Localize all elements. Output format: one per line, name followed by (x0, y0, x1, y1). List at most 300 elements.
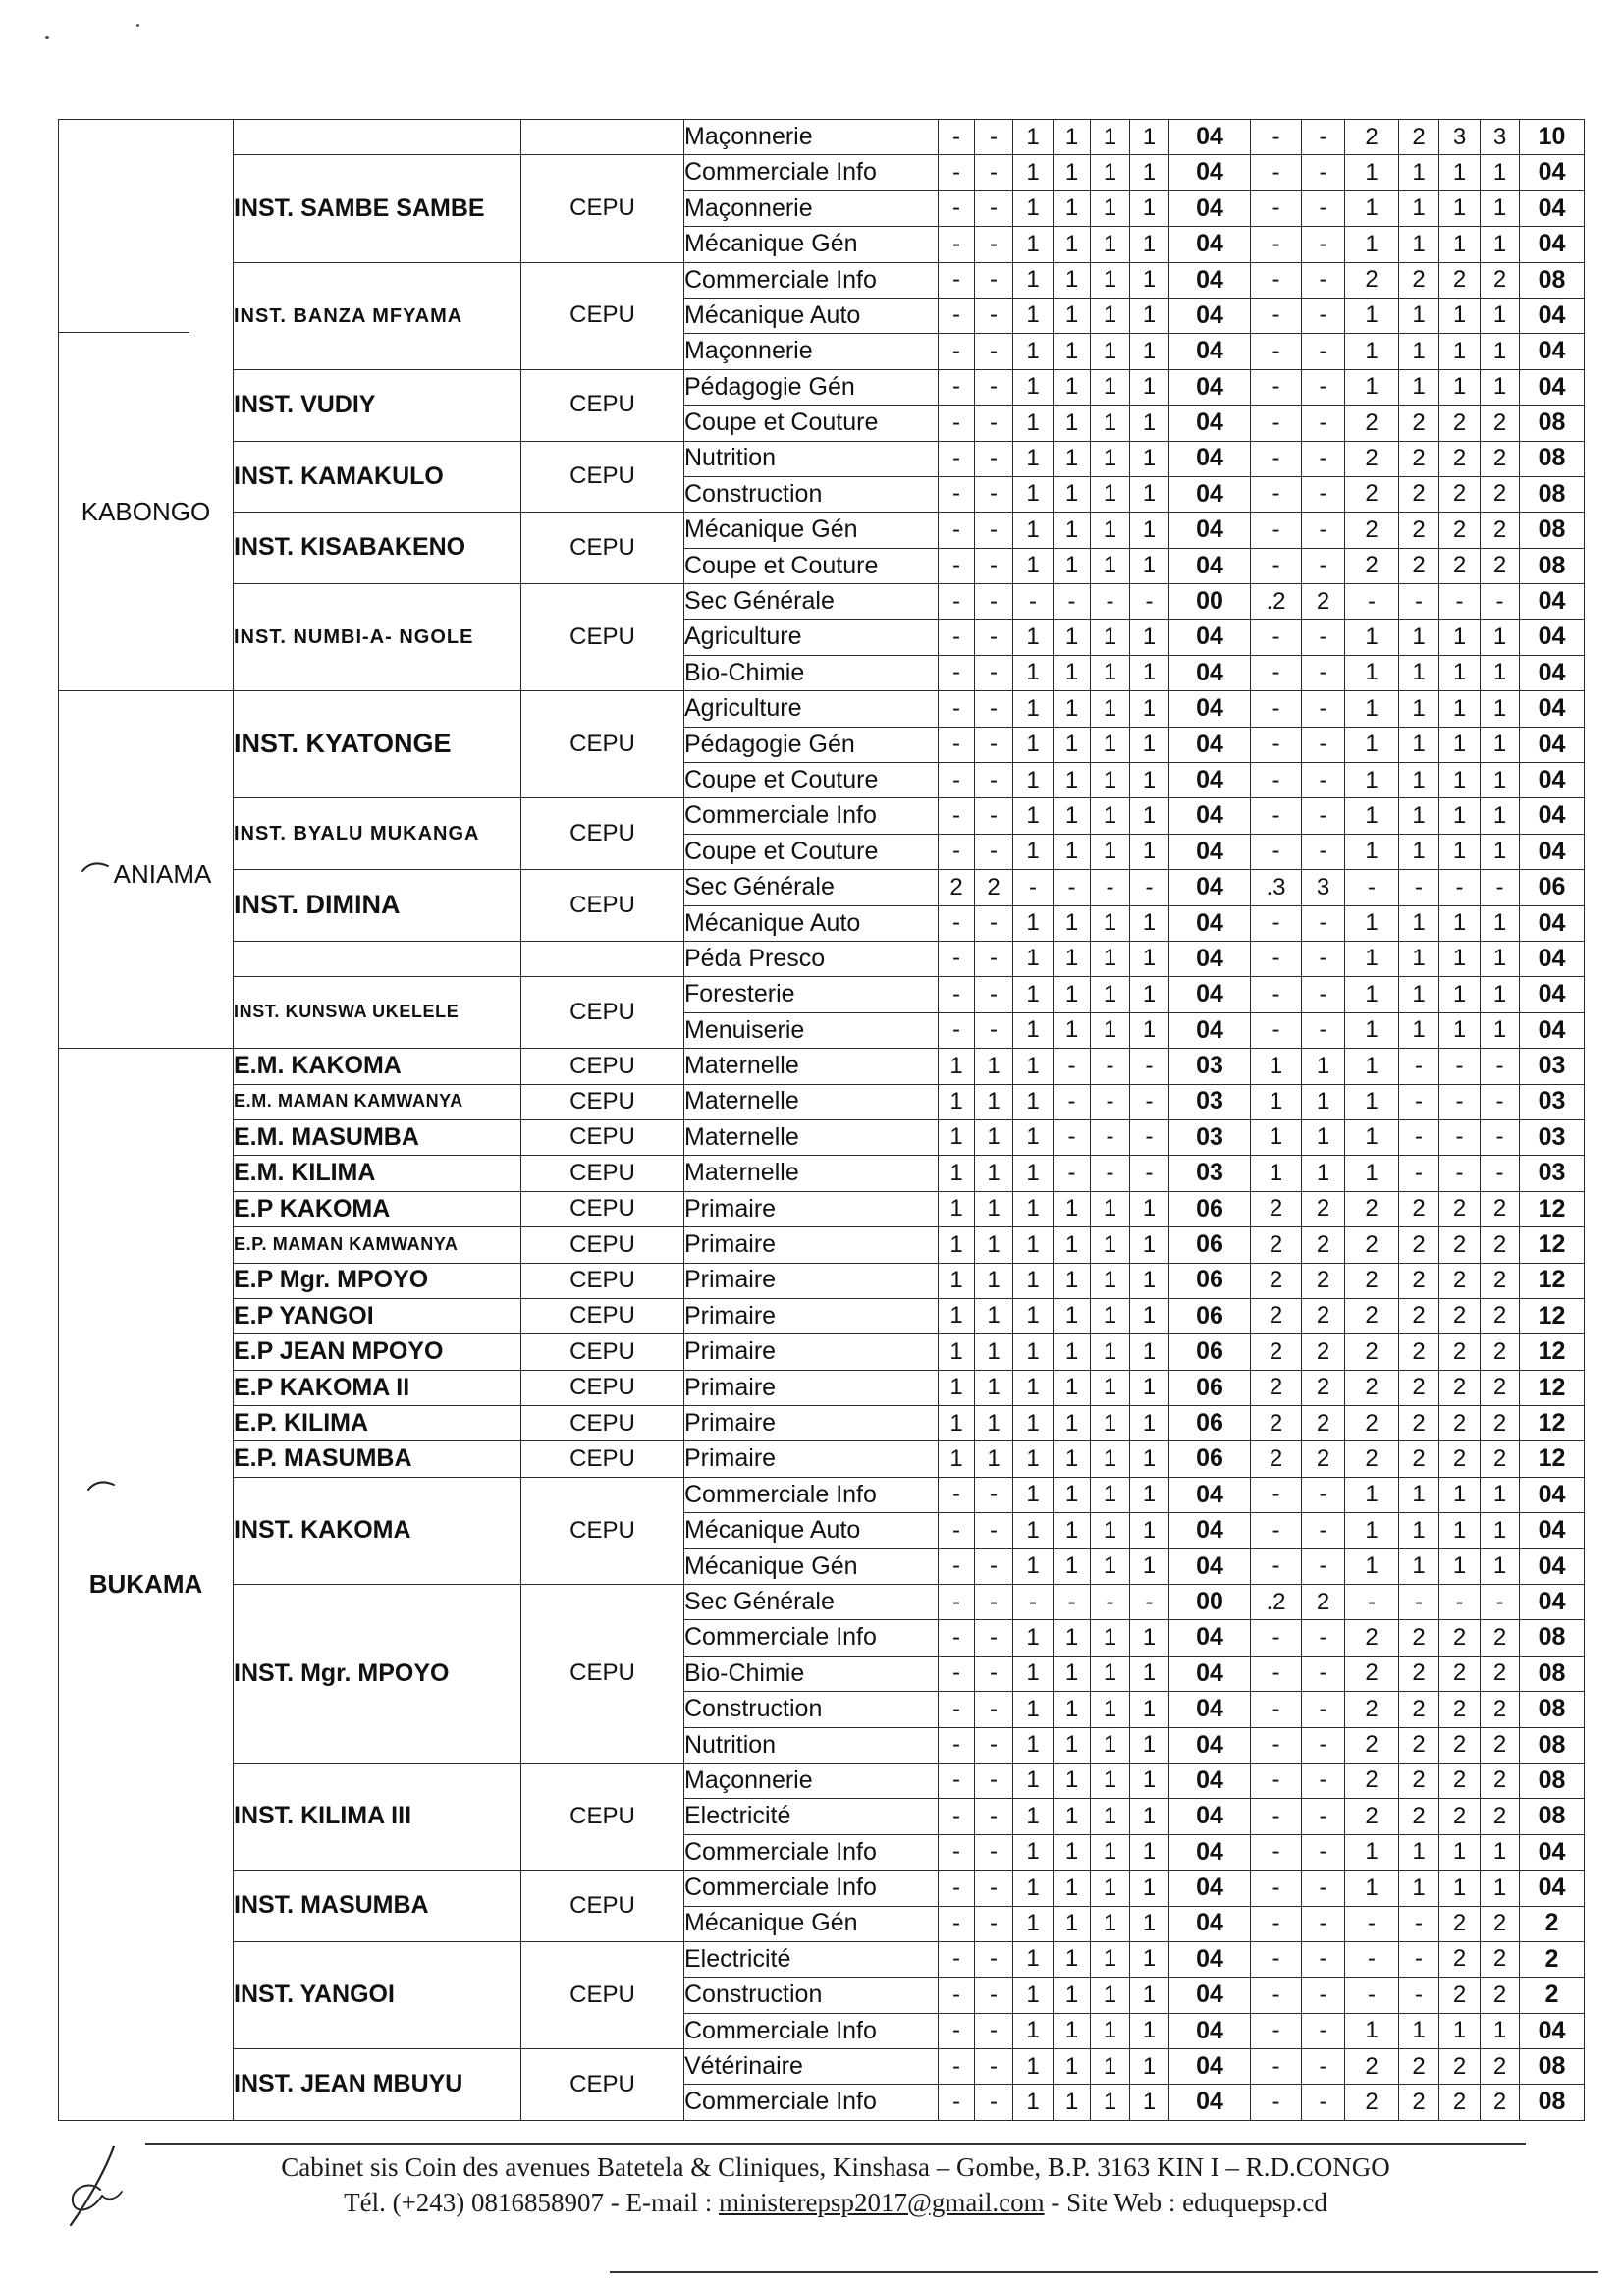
count-cell: 2 (1399, 1620, 1439, 1656)
count-cell: - (1302, 155, 1345, 190)
total-cell: 03 (1169, 1084, 1251, 1119)
count-cell: 1 (1130, 1263, 1169, 1298)
count-cell: 2 (1439, 1298, 1481, 1333)
count-cell: - (1302, 727, 1345, 762)
count-cell: 1 (1481, 1548, 1520, 1584)
count-cell: 1 (1130, 190, 1169, 226)
count-cell: 1 (1013, 2085, 1054, 2120)
count-cell: 2 (1302, 1441, 1345, 1477)
count-cell: - (1345, 584, 1399, 620)
total-cell: 06 (1169, 1263, 1251, 1298)
count-cell: 2 (1481, 1692, 1520, 1727)
count-cell: - (1345, 1906, 1399, 1941)
count-cell: 1 (1013, 1370, 1054, 1405)
count-cell: - (939, 1763, 975, 1798)
count-cell: 1 (1091, 763, 1130, 798)
total-cell: 12 (1520, 1227, 1585, 1263)
count-cell: 1 (1399, 620, 1439, 655)
count-cell: - (1251, 941, 1302, 976)
count-cell: 2 (1399, 1656, 1439, 1691)
total-cell: 06 (1520, 870, 1585, 905)
total-cell: 12 (1520, 1191, 1585, 1226)
count-cell: - (1302, 2013, 1345, 2048)
count-cell: - (1130, 1049, 1169, 1084)
count-cell: 1 (975, 1119, 1013, 1155)
section-name: Commerciale Info (684, 2085, 939, 2120)
count-cell: 1 (1054, 298, 1091, 333)
count-cell: 1 (939, 1334, 975, 1370)
total-cell: 04 (1169, 1620, 1251, 1656)
total-cell: 08 (1520, 1799, 1585, 1834)
count-cell: 2 (1481, 2085, 1520, 2120)
count-cell: 1 (1130, 1620, 1169, 1656)
count-cell: 1 (1013, 1548, 1054, 1584)
section-name: Nutrition (684, 1727, 939, 1763)
section-name: Primaire (684, 1191, 939, 1226)
table-row (59, 584, 1585, 620)
count-cell: 1 (1013, 691, 1054, 727)
count-cell: - (1302, 834, 1345, 869)
total-cell: 00 (1169, 584, 1251, 620)
total-cell: 08 (1520, 2049, 1585, 2085)
count-cell: 1 (1013, 155, 1054, 190)
count-cell: - (939, 120, 975, 155)
school-name: INST. NUMBI-A- NGOLE (234, 584, 521, 691)
section-name: Maternelle (684, 1119, 939, 1155)
total-cell: 04 (1169, 941, 1251, 976)
count-cell: 1 (1481, 941, 1520, 976)
school-type: CEPU (521, 1763, 684, 1870)
count-cell: 1 (1399, 905, 1439, 941)
count-cell: - (1130, 1156, 1169, 1191)
count-cell: 2 (1481, 1799, 1520, 1834)
count-cell: 1 (1439, 2013, 1481, 2048)
count-cell: 2 (1439, 441, 1481, 476)
total-cell: 04 (1520, 727, 1585, 762)
count-cell: 1 (1130, 620, 1169, 655)
count-cell: - (1302, 120, 1345, 155)
section-name: Maçonnerie (684, 1763, 939, 1798)
table-row (59, 691, 1585, 727)
count-cell: - (975, 905, 1013, 941)
count-cell: 2 (1439, 262, 1481, 298)
count-cell: - (939, 584, 975, 620)
count-cell: 1 (1399, 227, 1439, 262)
count-cell: 1 (1013, 1263, 1054, 1298)
school-name: E.P Mgr. MPOYO (234, 1263, 521, 1298)
total-cell: 12 (1520, 1298, 1585, 1333)
total-cell: 04 (1169, 1727, 1251, 1763)
count-cell: 1 (1130, 763, 1169, 798)
total-cell: 04 (1169, 369, 1251, 405)
count-cell: - (975, 1871, 1013, 1906)
count-cell: 1 (1399, 298, 1439, 333)
count-cell: - (939, 2085, 975, 2120)
total-cell: 04 (1520, 763, 1585, 798)
school-type: CEPU (521, 1370, 684, 1405)
count-cell: - (1251, 548, 1302, 583)
count-cell: - (1439, 1084, 1481, 1119)
count-cell: 1 (1399, 977, 1439, 1012)
count-cell: - (939, 190, 975, 226)
count-cell: 1 (1091, 441, 1130, 476)
count-cell: - (939, 1906, 975, 1941)
count-cell: 2 (1481, 1191, 1520, 1226)
count-cell: 1 (1345, 298, 1399, 333)
count-cell: 1 (939, 1049, 975, 1084)
total-cell: 03 (1169, 1119, 1251, 1155)
count-cell: 1 (1130, 1763, 1169, 1798)
count-cell: 1 (1439, 655, 1481, 690)
count-cell: 2 (1345, 1263, 1399, 1298)
count-cell: - (1251, 441, 1302, 476)
count-cell: 1 (975, 1227, 1013, 1263)
count-cell: 1 (1013, 727, 1054, 762)
count-cell: 1 (1091, 406, 1130, 441)
count-cell: 1 (1130, 1727, 1169, 1763)
count-cell: 1 (1054, 262, 1091, 298)
count-cell: 1 (1054, 1298, 1091, 1333)
count-cell: - (975, 1834, 1013, 1870)
count-cell: 1 (1091, 155, 1130, 190)
count-cell: - (1251, 1727, 1302, 1763)
count-cell: 2 (1439, 1978, 1481, 2013)
count-cell: 1 (1481, 298, 1520, 333)
count-cell: .2 (1251, 584, 1302, 620)
section-name: Commerciale Info (684, 155, 939, 190)
table-row (59, 1334, 1585, 1370)
count-cell: 1 (1054, 1656, 1091, 1691)
total-cell: 04 (1169, 870, 1251, 905)
count-cell: 1 (1251, 1049, 1302, 1084)
section-name: Menuiserie (684, 1012, 939, 1048)
count-cell: - (1013, 584, 1054, 620)
count-cell: 1 (1054, 1727, 1091, 1763)
count-cell: - (1302, 1941, 1345, 1977)
total-cell: 06 (1169, 1334, 1251, 1370)
count-cell: 2 (1345, 1727, 1399, 1763)
count-cell: 1 (1091, 1871, 1130, 1906)
count-cell: 2 (1481, 1334, 1520, 1370)
count-cell: 1 (1091, 1656, 1130, 1691)
count-cell: 1 (1054, 2013, 1091, 2048)
count-cell: 1 (1130, 1370, 1169, 1405)
count-cell: - (1302, 1871, 1345, 1906)
count-cell: 2 (1481, 476, 1520, 512)
table-row (59, 1191, 1585, 1226)
count-cell: - (1251, 1656, 1302, 1691)
table-body (59, 120, 1585, 2121)
count-cell: 2 (1439, 1370, 1481, 1405)
count-cell: - (975, 548, 1013, 583)
count-cell: - (939, 1548, 975, 1584)
count-cell: 2 (1439, 1441, 1481, 1477)
count-cell: - (1399, 1978, 1439, 2013)
count-cell: - (939, 1012, 975, 1048)
count-cell: 1 (1054, 548, 1091, 583)
count-cell: 2 (1439, 406, 1481, 441)
count-cell: - (1251, 155, 1302, 190)
total-cell: 04 (1169, 834, 1251, 869)
section-name: Commerciale Info (684, 1477, 939, 1512)
count-cell: 1 (1481, 1834, 1520, 1870)
count-cell: 1 (1054, 655, 1091, 690)
count-cell: - (939, 1692, 975, 1727)
count-cell: 2 (1439, 1191, 1481, 1226)
table-row (59, 870, 1585, 905)
count-cell: 1 (1130, 1941, 1169, 1977)
count-cell: 2 (1302, 1298, 1345, 1333)
count-cell: 1 (1054, 227, 1091, 262)
section-name: Maçonnerie (684, 334, 939, 369)
table-row (59, 1119, 1585, 1155)
count-cell: 1 (1439, 155, 1481, 190)
section-name: Construction (684, 476, 939, 512)
count-cell: 2 (1481, 441, 1520, 476)
count-cell: 1 (1399, 763, 1439, 798)
count-cell: - (939, 834, 975, 869)
count-cell: 1 (1399, 1834, 1439, 1870)
section-name: Primaire (684, 1298, 939, 1333)
count-cell: 1 (1013, 369, 1054, 405)
count-cell: 1 (1054, 120, 1091, 155)
count-cell: - (975, 227, 1013, 262)
section-name: Commerciale Info (684, 1871, 939, 1906)
count-cell: 1 (1481, 227, 1520, 262)
count-cell: - (939, 334, 975, 369)
count-cell: - (1251, 406, 1302, 441)
section-name: Foresterie (684, 977, 939, 1012)
count-cell: - (939, 441, 975, 476)
count-cell: - (975, 190, 1013, 226)
count-cell: 2 (1345, 1763, 1399, 1798)
count-cell: - (1251, 2085, 1302, 2120)
count-cell: 1 (1439, 298, 1481, 333)
count-cell: 1 (1399, 190, 1439, 226)
count-cell: 1 (1439, 727, 1481, 762)
table-row (59, 977, 1585, 1012)
count-cell: - (975, 1620, 1013, 1656)
count-cell: 1 (1130, 1334, 1169, 1370)
count-cell: 1 (1345, 1156, 1399, 1191)
count-cell: 2 (1251, 1263, 1302, 1298)
count-cell: 2 (1345, 120, 1399, 155)
count-cell: 2 (1345, 1799, 1399, 1834)
count-cell: 1 (1130, 834, 1169, 869)
count-cell: - (1302, 1799, 1345, 1834)
count-cell: .2 (1251, 1585, 1302, 1620)
count-cell: 1 (1130, 369, 1169, 405)
count-cell: 1 (975, 1406, 1013, 1441)
count-cell: - (1302, 1620, 1345, 1656)
count-cell: 2 (1399, 1406, 1439, 1441)
count-cell: - (1302, 1012, 1345, 1048)
staffing-table (58, 119, 1585, 2121)
count-cell: - (939, 1477, 975, 1512)
count-cell: - (1251, 1871, 1302, 1906)
count-cell: 1 (1013, 1763, 1054, 1798)
count-cell: - (1345, 870, 1399, 905)
count-cell: 3 (1302, 870, 1345, 905)
count-cell: 1 (1345, 834, 1399, 869)
count-cell: 1 (1399, 369, 1439, 405)
count-cell: - (1054, 1585, 1091, 1620)
total-cell: 08 (1520, 476, 1585, 512)
count-cell: 1 (1439, 1012, 1481, 1048)
count-cell: - (1251, 1763, 1302, 1798)
count-cell: - (939, 727, 975, 762)
count-cell: - (939, 1834, 975, 1870)
count-cell: 2 (1399, 1370, 1439, 1405)
count-cell: 1 (1439, 1834, 1481, 1870)
school-type: CEPU (521, 2049, 684, 2121)
count-cell: 1 (1130, 905, 1169, 941)
count-cell: 1 (1091, 2085, 1130, 2120)
total-cell: 04 (1520, 334, 1585, 369)
section-name: Sec Générale (684, 870, 939, 905)
count-cell: 1 (1345, 941, 1399, 976)
count-cell: 1 (1345, 620, 1399, 655)
count-cell: 1 (1091, 262, 1130, 298)
count-cell: 1 (1091, 190, 1130, 226)
count-cell: - (1399, 584, 1439, 620)
count-cell: 1 (1091, 1978, 1130, 2013)
count-cell: - (1251, 905, 1302, 941)
count-cell: 2 (1399, 1191, 1439, 1226)
count-cell: 1 (1054, 1441, 1091, 1477)
count-cell: 1 (1130, 1906, 1169, 1941)
count-cell: 2 (1481, 1941, 1520, 1977)
scan-speck (45, 36, 49, 39)
count-cell: - (1439, 1119, 1481, 1155)
total-cell: 04 (1520, 1585, 1585, 1620)
count-cell: 1 (1399, 798, 1439, 834)
count-cell: 1 (1013, 190, 1054, 226)
count-cell: 1 (975, 1084, 1013, 1119)
total-cell: 04 (1520, 1012, 1585, 1048)
total-cell: 03 (1169, 1049, 1251, 1084)
count-cell: 1 (1439, 1548, 1481, 1584)
count-cell: 1 (1013, 441, 1054, 476)
count-cell: 1 (1439, 977, 1481, 1012)
count-cell: - (1054, 1049, 1091, 1084)
count-cell: 1 (1130, 1441, 1169, 1477)
count-cell: - (975, 120, 1013, 155)
count-cell: 2 (1399, 1692, 1439, 1727)
count-cell: - (1302, 227, 1345, 262)
count-cell: - (1302, 476, 1345, 512)
table-row (59, 1370, 1585, 1405)
count-cell: 1 (1054, 476, 1091, 512)
school-name: INST. Mgr. MPOYO (234, 1585, 521, 1764)
total-cell: 04 (1169, 155, 1251, 190)
count-cell: 2 (1481, 262, 1520, 298)
count-cell: 2 (1251, 1298, 1302, 1333)
count-cell: - (1439, 1049, 1481, 1084)
count-cell: 2 (1439, 1263, 1481, 1298)
count-cell: 1 (1091, 941, 1130, 976)
count-cell: 2 (1481, 1727, 1520, 1763)
total-cell: 04 (1520, 584, 1585, 620)
count-cell: 1 (1091, 977, 1130, 1012)
school-name: INST. SAMBE SAMBE (234, 155, 521, 262)
total-cell: 04 (1520, 1548, 1585, 1584)
count-cell: - (1054, 870, 1091, 905)
school-name: E.P YANGOI (234, 1298, 521, 1333)
count-cell: 1 (1054, 369, 1091, 405)
count-cell: - (1345, 1941, 1399, 1977)
section-name: Mécanique Gén (684, 1548, 939, 1584)
count-cell: 2 (1439, 2049, 1481, 2085)
count-cell: 1 (1013, 262, 1054, 298)
section-name: Mécanique Auto (684, 1513, 939, 1548)
count-cell: 1 (1130, 1692, 1169, 1727)
count-cell: 1 (1481, 1513, 1520, 1548)
count-cell: 2 (1345, 548, 1399, 583)
count-cell: 1 (1345, 905, 1399, 941)
total-cell: 04 (1520, 941, 1585, 976)
count-cell: 1 (1345, 227, 1399, 262)
count-cell: - (1302, 406, 1345, 441)
count-cell: 2 (1439, 1763, 1481, 1798)
count-cell: - (1251, 513, 1302, 548)
count-cell: 1 (1013, 905, 1054, 941)
count-cell: 2 (1345, 262, 1399, 298)
count-cell: - (975, 1906, 1013, 1941)
count-cell: 1 (1091, 620, 1130, 655)
pen-mark-icon (81, 850, 110, 879)
count-cell: 2 (1345, 1441, 1399, 1477)
count-cell: - (939, 1727, 975, 1763)
count-cell: - (975, 1548, 1013, 1584)
count-cell: 1 (975, 1441, 1013, 1477)
count-cell: 1 (1130, 120, 1169, 155)
count-cell: - (975, 584, 1013, 620)
count-cell: 1 (1091, 727, 1130, 762)
count-cell: 1 (1013, 977, 1054, 1012)
count-cell: - (1251, 334, 1302, 369)
count-cell: 1 (1439, 227, 1481, 262)
count-cell: 1 (1399, 2013, 1439, 2048)
section-name: Maternelle (684, 1084, 939, 1119)
count-cell: - (1130, 1119, 1169, 1155)
count-cell: 1 (1054, 513, 1091, 548)
table-row (59, 441, 1585, 476)
total-cell: 04 (1169, 548, 1251, 583)
total-cell: 12 (1520, 1370, 1585, 1405)
total-cell: 04 (1520, 655, 1585, 690)
count-cell: - (1091, 870, 1130, 905)
count-cell: - (1302, 1906, 1345, 1941)
count-cell: 1 (1481, 905, 1520, 941)
count-cell: - (975, 2049, 1013, 2085)
count-cell: - (939, 1513, 975, 1548)
count-cell: - (939, 476, 975, 512)
count-cell: - (939, 1620, 975, 1656)
count-cell: 2 (1481, 548, 1520, 583)
total-cell: 08 (1520, 262, 1585, 298)
school-name: E.M. MASUMBA (234, 1119, 521, 1155)
count-cell: 1 (1054, 190, 1091, 226)
count-cell: 1 (975, 1156, 1013, 1191)
total-cell: 04 (1169, 1012, 1251, 1048)
section-name: Coupe et Couture (684, 763, 939, 798)
table-row (59, 1441, 1585, 1477)
count-cell: - (1302, 763, 1345, 798)
count-cell: 1 (1013, 2049, 1054, 2085)
count-cell: 2 (1481, 2049, 1520, 2085)
total-cell: 03 (1169, 1156, 1251, 1191)
